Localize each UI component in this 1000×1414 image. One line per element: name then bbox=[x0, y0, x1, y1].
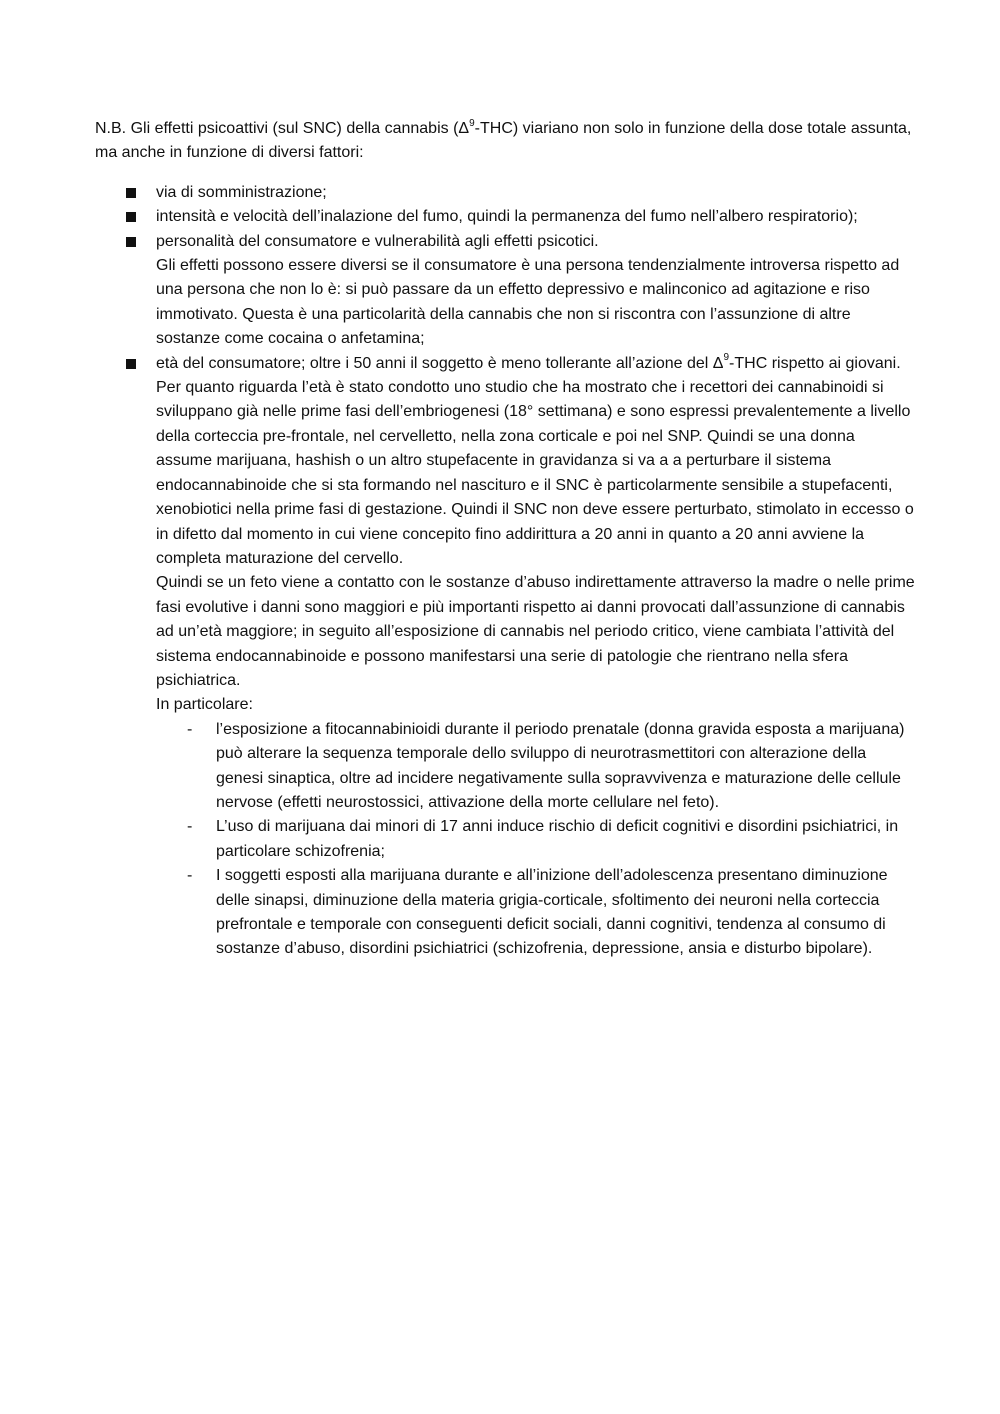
intro-text-after: -THC) viariano non solo in funzione della dose totale assunta, ma anche in funzione di diversi fattori: bbox=[95, 120, 912, 162]
sub-list-item-text: L’uso di marijuana dai minori di 17 anni induce rischio di deficit cognitivi e disordini psichiatrici, in particolare schizofrenia; bbox=[216, 818, 899, 860]
list-item-text-before: età del consumatore; oltre i 50 anni il soggetto è meno tollerante all’azione del Δ bbox=[156, 354, 724, 372]
list-item-text-after: -THC rispetto ai giovani. bbox=[729, 354, 901, 372]
sub-list-item-text: l’esposizione a fitocannabinioidi durante il periodo prenatale (donna gravida esposta a marijuana) può alterare la sequenza temporale dello sviluppo di neurotrasmettitori con alterazione della genesi sinaptica, oltre ad incidere negativamente sulla sopravvivenza e maturazione delle cellule nervose (effetti neurostossici, attivazione della morte cellulare nel feto). bbox=[216, 720, 905, 811]
factors-list bbox=[95, 181, 915, 962]
list-item bbox=[95, 181, 915, 205]
square-bullet-icon bbox=[126, 359, 136, 369]
list-item-paragraph: Per quanto riguarda l’età è stato condotto uno studio che ha mostrato che i recettori dei cannabinoidi si sviluppano già nelle prime fasi dell’embriogenesi (18° settimana) e sono espressi prevalentemente a livello della corteccia pre-frontale, nel cervelletto, nella zona corticale e poi nel SNP. Quindi se una donna assume marijuana, hashish o un altro stupefacente in gravidanza si va a a perturbare il sistema endocannabinoide che si sta formando nel nascituro e il SNC è particolarmente sensibile a stupefacenti, xenobiotici nella prime fasi di gestazione. Quindi il SNC non deve essere perturbato, stimolato in eccesso o in difetto dal momento in cui viene concepito fino addirittura a 20 anni in quanto a 20 anni avviene la completa maturazione del cervello. bbox=[156, 379, 914, 567]
dash-bullet-icon: - bbox=[187, 867, 193, 885]
document-page bbox=[95, 117, 915, 962]
square-bullet-icon bbox=[126, 237, 136, 247]
square-bullet-icon bbox=[126, 212, 136, 222]
intro-paragraph bbox=[95, 117, 915, 166]
sub-list-item bbox=[156, 864, 915, 962]
dash-bullet-icon: - bbox=[187, 818, 193, 836]
list-item-paragraph: Gli effetti possono essere diversi se il consumatore è una persona tendenzialmente introversa rispetto ad una persona che non lo è: si può passare da un effetto depressivo e malinconico ad agitazione e riso immotivato. Questa è una particolarità della cannabis che non si riscontra con l’assunzione di altre sostanze come cocaina o anfetamina; bbox=[156, 257, 900, 348]
list-item-text: personalità del consumatore e vulnerabilità agli effetti psicotici. bbox=[156, 232, 599, 250]
list-item-paragraph: In particolare: bbox=[156, 696, 253, 714]
sub-list-item bbox=[156, 718, 915, 816]
list-item-text bbox=[156, 352, 915, 376]
square-bullet-icon bbox=[126, 188, 136, 198]
list-item bbox=[95, 205, 915, 229]
dash-bullet-icon: - bbox=[187, 720, 193, 738]
sub-list-item bbox=[156, 815, 915, 864]
list-item bbox=[95, 230, 915, 352]
list-item-paragraph: Quindi se un feto viene a contatto con le sostanze d’abuso indirettamente attraverso la madre o nelle prime fasi evolutive i danni sono maggiori e più importanti rispetto ai danni provocati dall’assunzione di cannabis ad un’età maggiore; in seguito all’esposizione di cannabis nel periodo critico, viene cambiata l’attività del sistema endocannabinoide e possono manifestarsi una serie di patologie che rientrano nella sfera psichiatrica. bbox=[156, 574, 915, 689]
list-item-text: via di somministrazione; bbox=[156, 183, 327, 201]
list-item-superscript: 9 bbox=[723, 352, 730, 364]
intro-superscript: 9 bbox=[469, 117, 475, 129]
list-item-text: intensità e velocità dell’inalazione del fumo, quindi la permanenza del fumo nell’albero respiratorio); bbox=[156, 208, 858, 226]
sub-list-item-text: I soggetti esposti alla marijuana durante e all’inizione dell’adolescenza presentano diminuzione delle sinapsi, diminuzione della materia grigia-corticale, sfoltimento dei neuroni nella corteccia prefrontale e temporale con conseguenti deficit sociali, danni cognitivi, tendenza al consumo di sostanze d’abuso, disordini psichiatrici (schizofrenia, depressione, ansia e disturbo bipolare). bbox=[216, 867, 888, 958]
list-item bbox=[95, 352, 915, 962]
sub-list bbox=[156, 718, 915, 962]
intro-text-before: N.B. Gli effetti psicoattivi (sul SNC) della cannabis (Δ bbox=[95, 120, 470, 137]
